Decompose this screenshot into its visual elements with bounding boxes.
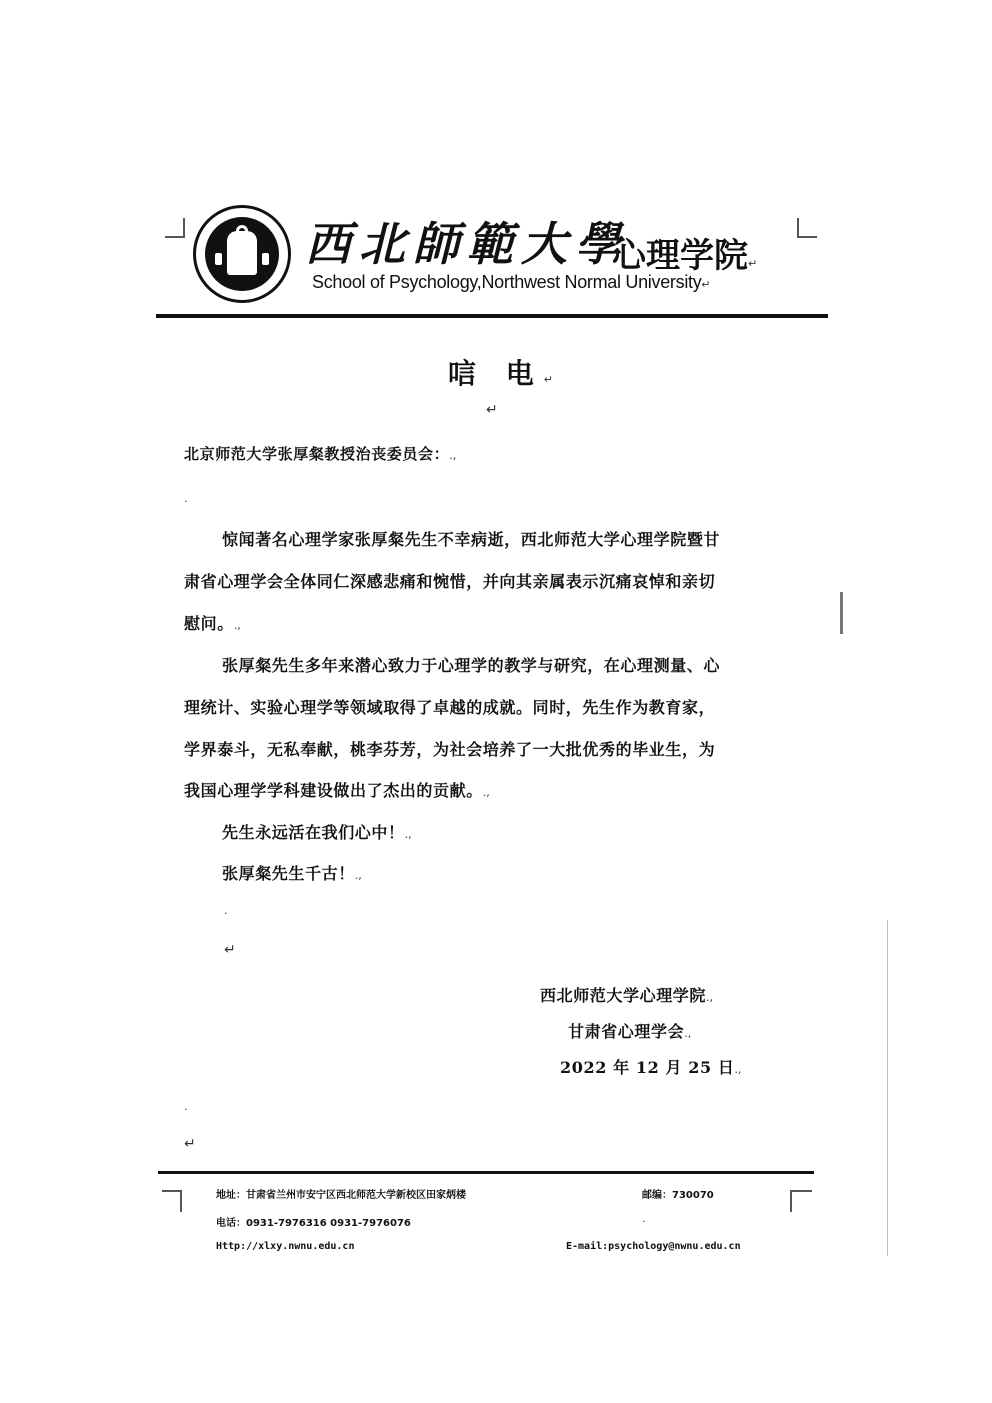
closing-line-2: 张厚粲先生千古！.,	[222, 864, 362, 883]
paragraph-mark: ↵	[224, 942, 236, 958]
paragraph-mark: ↵	[184, 1136, 196, 1152]
scan-artifact-line	[887, 920, 888, 1256]
empty-line-mark: .	[184, 1100, 188, 1113]
university-name-cn: 西北師範大學	[305, 217, 629, 271]
footer-phone: 电话：0931-7976316 0931-7976076	[216, 1218, 411, 1229]
body-p2-line-4: 我国心理学学科建设做出了杰出的贡献。.,	[184, 781, 490, 800]
crop-mark-bottom-right	[790, 1190, 812, 1212]
university-seal-bell-icon	[193, 205, 291, 303]
footer-address: 地址：甘肃省兰州市安宁区西北师范大学新校区田家炳楼	[216, 1190, 466, 1201]
closing-line-1: 先生永远活在我们心中！.,	[222, 823, 412, 842]
signature-org-1: 西北师范大学心理学院.,	[540, 986, 714, 1005]
school-name-cn: 心理学院↵	[612, 236, 758, 276]
signature-org-2: 甘肃省心理学会.,	[568, 1022, 692, 1041]
school-name-en: School of Psychology,Northwest Normal University↵	[312, 272, 711, 292]
body-p2-line-2: 理统计、实验心理学等领域取得了卓越的成就。同时，先生作为教育家，	[184, 698, 716, 717]
empty-line-mark: .	[642, 1212, 646, 1225]
paragraph-mark: ↵	[486, 402, 498, 418]
crop-mark-top-right	[797, 218, 817, 238]
scan-artifact-bar	[840, 592, 843, 634]
empty-line-mark: .	[224, 904, 228, 917]
body-p1-line-3: 慰问。.,	[184, 614, 241, 633]
empty-line-mark: .	[184, 492, 188, 505]
crop-mark-top-left	[165, 218, 185, 238]
header-rule	[156, 314, 828, 318]
body-p1-line-2: 肃省心理学会全体同仁深感悲痛和惋惜，并向其亲属表示沉痛哀悼和亲切	[184, 572, 716, 591]
crop-mark-bottom-left	[162, 1190, 182, 1212]
body-p2-line-3: 学界泰斗，无私奉献，桃李芬芳，为社会培养了一大批优秀的毕业生，为	[184, 740, 716, 759]
footer-website-link[interactable]: Http://xlxy.nwnu.edu.cn	[216, 1241, 355, 1252]
addressee: 北京师范大学张厚粲教授治丧委员会：.,	[184, 445, 457, 463]
body-p2-line-1: 张厚粲先生多年来潜心致力于心理学的教学与研究，在心理测量、心	[222, 656, 721, 675]
signature-date: 2022 年 12 月 25 日.,	[560, 1058, 742, 1077]
footer-rule	[158, 1171, 814, 1174]
document-title: 唁 电↵	[448, 357, 553, 390]
body-p1-line-1: 惊闻著名心理学家张厚粲先生不幸病逝，西北师范大学心理学院暨甘	[222, 530, 721, 549]
footer-email-link[interactable]: E-mail:psychology@nwnu.edu.cn	[566, 1241, 741, 1252]
footer-postcode: 邮编：730070	[642, 1190, 714, 1201]
